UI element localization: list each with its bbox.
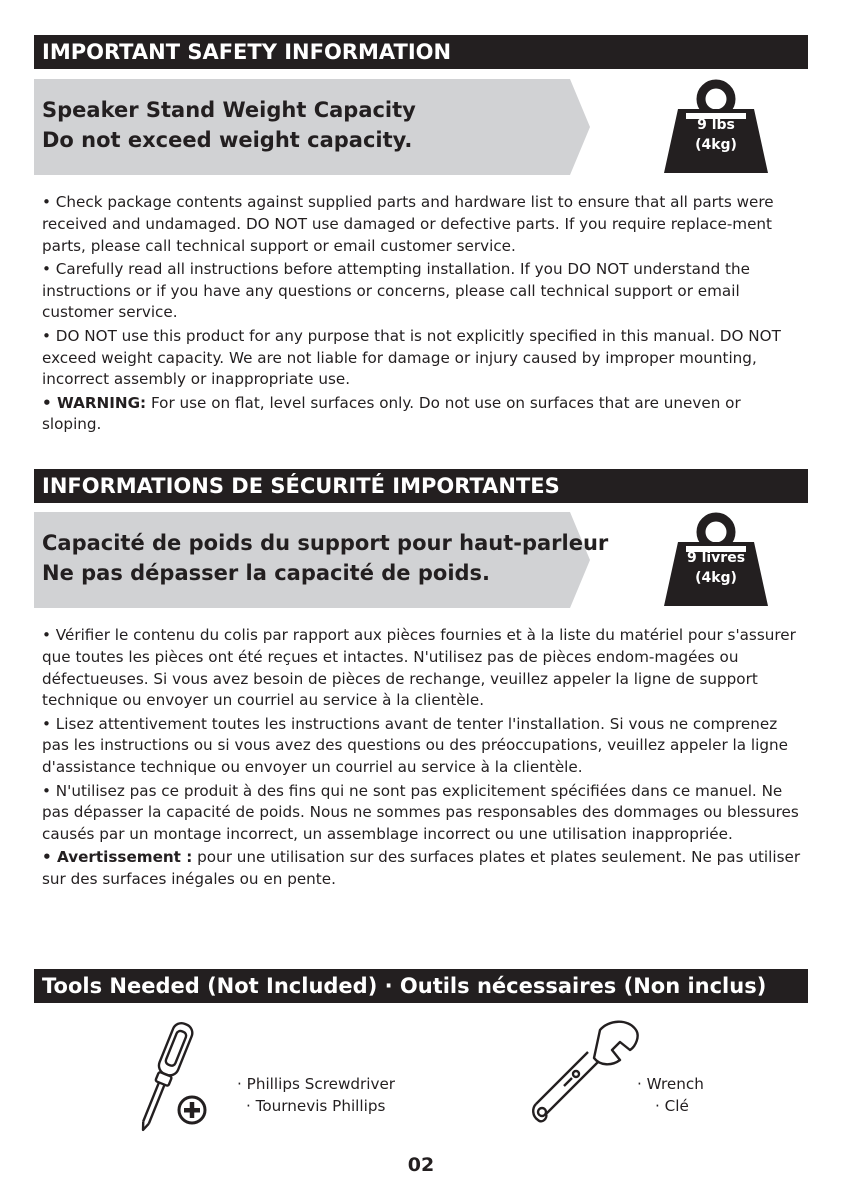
weight-value: 9 livres [686, 550, 746, 566]
wrench-icon [528, 1016, 644, 1132]
bullet-en-2 [42, 259, 802, 324]
weight-icon [664, 512, 768, 608]
weight-icon [664, 79, 768, 175]
bullet-fr-2 [42, 714, 802, 779]
safety-text-fr [42, 625, 802, 893]
weight-value: 9 lbs [697, 117, 735, 133]
weight-banner-en [34, 79, 590, 175]
screwdriver-icon [104, 1018, 224, 1138]
safety-text-en [42, 192, 802, 438]
bullet-fr-3 [42, 781, 802, 846]
bullet-en-1 [42, 192, 802, 257]
bullet-en-3 [42, 326, 802, 391]
banner-line-1: Speaker Stand Weight Capacity [42, 98, 416, 122]
banner-text-fr [42, 528, 608, 588]
wrench-label-fr: · Clé [655, 1097, 689, 1115]
bullet-en-4 [42, 393, 802, 437]
banner-text-en [42, 95, 416, 155]
bullet-text: For use on flat, level surfaces only. Do not use on surfaces that are uneven or sloping. [42, 393, 741, 434]
weight-label-fr [664, 548, 768, 588]
screwdriver-label-fr: · Tournevis Phillips [246, 1097, 386, 1115]
page-number: 02 [407, 1154, 435, 1176]
weight-value-metric: (4kg) [695, 570, 737, 586]
safety-header-en: IMPORTANT SAFETY INFORMATION [34, 35, 808, 69]
bullet-text: pour une utilisation sur des surfaces plates et plates seulement. Ne pas utiliser sur des surfaces inégales ou en pente. [42, 848, 801, 889]
bullet-fr-1 [42, 625, 802, 712]
bullet-text: • DO NOT use this product for any purpose that is not explicitly specified in this manual. DO NOT exceed weight capacity. We are not liable for damage or injury caused by improper mounting, incorrect assembly or inappropriate use. [42, 326, 781, 389]
warning-label: • Avertissement : [42, 848, 193, 867]
bullet-text: • Carefully read all instructions before attempting installation. If you DO NOT understand the instructions or if you have any questions or concerns, please call technical support or email customer service. [42, 259, 750, 322]
warning-label: • WARNING: [42, 393, 147, 412]
bullet-text: • N'utilisez pas ce produit à des fins qui ne sont pas explicitement spécifiées dans ce manuel. Ne pas dépasser la capacité de poids. Nous ne sommes pas responsables des dommages ou blessures causés par un montage incorrect, un assemblage incorrect ou une utilisation inappropriée. [42, 781, 799, 844]
tools-header: Tools Needed (Not Included) · Outils nécessaires (Non inclus) [34, 969, 808, 1003]
weight-value-metric: (4kg) [695, 137, 737, 153]
banner-line-1: Capacité de poids du support pour haut-parleur [42, 531, 609, 555]
wrench-label-en: · Wrench [637, 1075, 704, 1093]
weight-banner-fr [34, 512, 609, 608]
banner-line-2: Ne pas dépasser la capacité de poids. [42, 561, 491, 585]
weight-label-en [664, 115, 768, 155]
bullet-text: • Vérifier le contenu du colis par rapport aux pièces fournies et à la liste du matériel pour s'assurer que toutes les pièces ont été reçues et intactes. N'utilisez pas de pièces endom-magées ou défectueuses. Si vous avez besoin de pièces de rechange, veuillez appeler la ligne de support technique ou envoyer un courriel au service à la clientèle. [42, 626, 796, 710]
bullet-text: • Lisez attentivement toutes les instructions avant de tenter l'installation. Si vous ne comprenez pas les instructions ou si vous avez des questions ou des préoccupations, veuillez appeler la ligne d'assistance technique ou envoyer un courriel au service à la clientèle. [42, 714, 788, 777]
safety-header-fr: INFORMATIONS DE SÉCURITÉ IMPORTANTES [34, 469, 808, 503]
screwdriver-label-en: · Phillips Screwdriver [237, 1075, 396, 1093]
bullet-fr-4 [42, 847, 802, 891]
bullet-text: • Check package contents against supplied parts and hardware list to ensure that all parts were received and undamaged. DO NOT use damaged or defective parts. If you require replace-ment parts, please call technical support or email customer service. [42, 193, 774, 255]
banner-line-2: Do not exceed weight capacity. [42, 128, 413, 152]
